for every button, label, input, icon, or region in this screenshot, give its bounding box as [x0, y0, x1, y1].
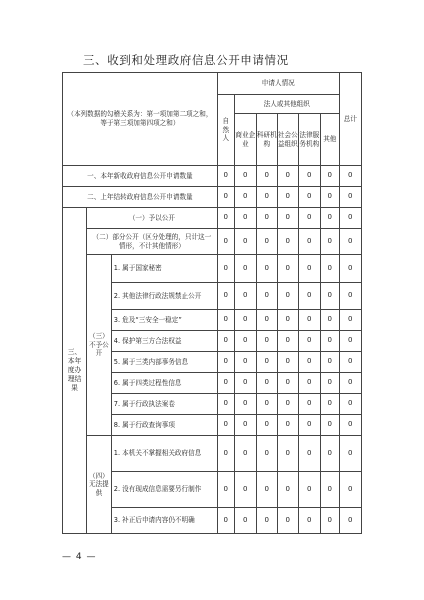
cell: 0: [298, 508, 320, 534]
cell: 0: [320, 436, 339, 472]
cell: 0: [277, 283, 298, 310]
cell: 0: [277, 208, 298, 229]
cell: 0: [339, 166, 361, 187]
cell: 0: [298, 352, 320, 373]
cell: 0: [256, 394, 277, 415]
cell: 0: [320, 229, 339, 255]
row-label-u3: 3. 补正后申请内容仍不明确: [111, 508, 217, 534]
cell: 0: [320, 331, 339, 352]
cell: 0: [234, 472, 256, 508]
cell: 0: [339, 187, 361, 208]
cell: 0: [217, 436, 234, 472]
cell: 0: [298, 436, 320, 472]
cell: 0: [256, 472, 277, 508]
cell: 0: [298, 283, 320, 310]
cell: 0: [234, 187, 256, 208]
cell: 0: [256, 331, 277, 352]
applications-table: [62, 72, 362, 534]
cell: 0: [320, 394, 339, 415]
header-applicant: 申请人情况: [217, 73, 339, 95]
row-label-n4: 4. 保护第三方合法权益: [111, 331, 217, 352]
cell: 0: [256, 508, 277, 534]
cell: 0: [339, 229, 361, 255]
cell: 0: [277, 310, 298, 331]
cell: 0: [339, 283, 361, 310]
row-label-n6: 6. 属于四类过程性信息: [111, 373, 217, 394]
cell: 0: [234, 166, 256, 187]
cell: 0: [320, 187, 339, 208]
cell: 0: [298, 187, 320, 208]
table-row: [63, 187, 362, 208]
cell: 0: [298, 331, 320, 352]
cell: 0: [339, 208, 361, 229]
cell: 0: [298, 373, 320, 394]
cell: 0: [277, 331, 298, 352]
cell: 0: [320, 508, 339, 534]
cell: 0: [256, 310, 277, 331]
cell: 0: [298, 415, 320, 436]
cell: 0: [339, 472, 361, 508]
cell: 0: [320, 208, 339, 229]
row-label-n2: 2. 其他法律行政法规禁止公开: [111, 283, 217, 310]
cell: 0: [256, 283, 277, 310]
header-research: 科研机构: [256, 114, 277, 166]
cell: 0: [217, 352, 234, 373]
cell: 0: [277, 187, 298, 208]
cell: 0: [277, 352, 298, 373]
cell: 0: [234, 283, 256, 310]
row-label-open: （一）予以公开: [87, 208, 218, 229]
cell: 0: [339, 394, 361, 415]
cell: 0: [217, 373, 234, 394]
cell: 0: [256, 436, 277, 472]
cell: 0: [217, 166, 234, 187]
row-label-n3: 3. 危及“三安全一稳定”: [111, 310, 217, 331]
cell: 0: [234, 255, 256, 283]
table-row: [63, 208, 362, 229]
row-label-n8: 8. 属于行政查询事项: [111, 415, 217, 436]
cell: 0: [256, 373, 277, 394]
cell: 0: [339, 508, 361, 534]
row-label-u1: 1. 本机关不掌握相关政府信息: [111, 436, 217, 472]
cell: 0: [217, 394, 234, 415]
cell: 0: [298, 472, 320, 508]
cell: 0: [256, 415, 277, 436]
header-natural-person: 自然人: [217, 95, 234, 166]
table-row: [63, 166, 362, 187]
cell: 0: [320, 373, 339, 394]
cell: 0: [277, 255, 298, 283]
cell: 0: [277, 436, 298, 472]
row-label-n1: 1. 属于国家秘密: [111, 255, 217, 283]
cell: 0: [217, 208, 234, 229]
cell: 0: [256, 208, 277, 229]
cell: 0: [320, 283, 339, 310]
cell: 0: [320, 352, 339, 373]
cell: 0: [256, 255, 277, 283]
cell: 0: [234, 208, 256, 229]
cell: 0: [277, 472, 298, 508]
cell: 0: [256, 187, 277, 208]
header-total: 总计: [339, 73, 361, 166]
row-label-partial: （二）部分公开（区分处理的，只计这一情形，不计其他情形）: [87, 229, 218, 255]
cell: 0: [217, 331, 234, 352]
table-row: [63, 436, 362, 472]
row-label-new-requests: 一、本年新收政府信息公开申请数量: [63, 166, 218, 187]
cell: 0: [234, 394, 256, 415]
cell: 0: [217, 255, 234, 283]
cell: 0: [298, 229, 320, 255]
cell: 0: [234, 229, 256, 255]
cell: 0: [320, 415, 339, 436]
cell: 0: [320, 472, 339, 508]
cell: 0: [234, 352, 256, 373]
cell: 0: [234, 415, 256, 436]
cell: 0: [217, 415, 234, 436]
header-social: 社会公益组织: [277, 114, 298, 166]
row-label-not-open: （三）不予公开: [87, 255, 112, 436]
header-note: （本列数据的勾稽关系为：第一项加第二项之和，等于第三项加第四项之和）: [63, 73, 218, 166]
table-row: [63, 229, 362, 255]
cell: 0: [339, 331, 361, 352]
header-legal-service: 法律服务机构: [298, 114, 320, 166]
cell: 0: [217, 472, 234, 508]
cell: 0: [217, 283, 234, 310]
cell: 0: [298, 255, 320, 283]
cell: 0: [339, 415, 361, 436]
header-other: 其他: [320, 114, 339, 166]
row-label-n7: 7. 属于行政执法案卷: [111, 394, 217, 415]
cell: 0: [277, 166, 298, 187]
header-legal-group: 法人或其他组织: [234, 95, 339, 114]
cell: 0: [320, 255, 339, 283]
header-commercial: 商业企业: [234, 114, 256, 166]
cell: 0: [277, 394, 298, 415]
cell: 0: [234, 373, 256, 394]
cell: 0: [217, 187, 234, 208]
cell: 0: [277, 229, 298, 255]
cell: 0: [277, 415, 298, 436]
row-label-section3: 三、本年度办理结果: [63, 208, 87, 534]
cell: 0: [339, 436, 361, 472]
section-title: 三、收到和处理政府信息公开申请情况: [83, 53, 289, 67]
cell: 0: [339, 255, 361, 283]
table-row: [63, 255, 362, 283]
cell: 0: [339, 352, 361, 373]
cell: 0: [234, 331, 256, 352]
cell: 0: [256, 352, 277, 373]
page-number: — 4 —: [62, 552, 97, 562]
cell: 0: [234, 508, 256, 534]
cell: 0: [217, 508, 234, 534]
cell: 0: [234, 436, 256, 472]
cell: 0: [298, 208, 320, 229]
row-label-n5: 5. 属于三类内部事务信息: [111, 352, 217, 373]
cell: 0: [298, 394, 320, 415]
cell: 0: [339, 373, 361, 394]
cell: 0: [320, 166, 339, 187]
row-label-carried-over: 二、上年结转政府信息公开申请数量: [63, 187, 218, 208]
cell: 0: [256, 229, 277, 255]
cell: 0: [256, 166, 277, 187]
cell: 0: [217, 310, 234, 331]
row-label-u2: 2. 没有现成信息需要另行制作: [111, 472, 217, 508]
cell: 0: [277, 508, 298, 534]
cell: 0: [298, 310, 320, 331]
cell: 0: [234, 310, 256, 331]
cell: 0: [339, 310, 361, 331]
cell: 0: [277, 373, 298, 394]
row-label-unable: （四）无法提供: [87, 436, 112, 534]
cell: 0: [217, 229, 234, 255]
cell: 0: [298, 166, 320, 187]
cell: 0: [320, 310, 339, 331]
